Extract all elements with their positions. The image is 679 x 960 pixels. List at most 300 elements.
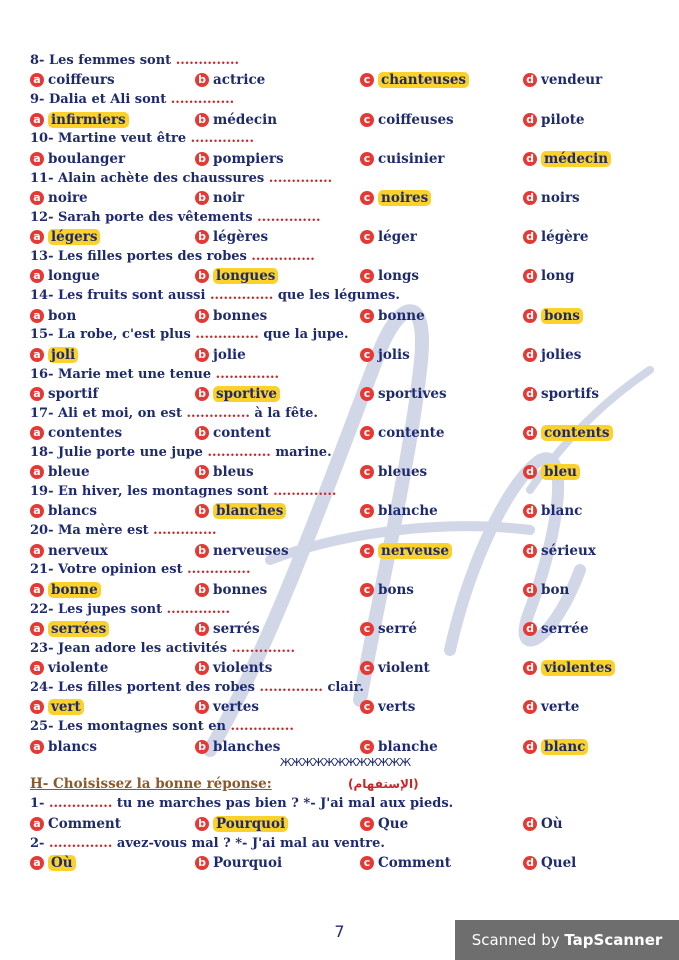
option-text: longs <box>378 268 419 285</box>
option-text: blanche <box>378 503 438 520</box>
option <box>195 737 280 757</box>
option <box>195 345 246 365</box>
option-letter-badge: d <box>523 113 537 127</box>
option-letter-badge: b <box>195 544 209 558</box>
section-title: H- Choisissez la bonne réponse: <box>30 776 272 793</box>
option-text-answer: nerveuse <box>378 543 452 559</box>
option-text: violente <box>48 660 109 677</box>
option <box>30 267 100 287</box>
option-letter-badge: c <box>360 113 374 127</box>
option-text: nerveux <box>48 542 108 559</box>
option <box>523 384 599 404</box>
option-text: médecin <box>213 111 278 128</box>
options-row <box>30 188 660 208</box>
answer-blank: .............. <box>215 366 280 382</box>
question-line <box>30 560 660 580</box>
question-text: Ma mère est <box>58 523 149 539</box>
option-letter-badge: a <box>30 309 44 323</box>
option-letter-badge: d <box>523 817 537 831</box>
option <box>360 698 415 718</box>
options-row <box>30 462 660 482</box>
option-letter-badge: b <box>195 465 209 479</box>
option-letter-badge: a <box>30 544 44 558</box>
option-letter-badge: a <box>30 426 44 440</box>
answer-blank: .............. <box>153 523 217 539</box>
options-row <box>30 580 660 600</box>
option-text: noir <box>213 189 245 206</box>
option-letter-badge: b <box>195 856 209 870</box>
option <box>523 345 581 365</box>
question-number: 17- <box>30 405 54 421</box>
option-text: pilote <box>541 111 585 128</box>
option-text: contentes <box>48 425 123 442</box>
question-text: Les jupes sont <box>58 601 163 617</box>
option <box>523 853 576 873</box>
option <box>30 71 115 91</box>
option <box>360 71 469 91</box>
option <box>30 502 97 522</box>
option <box>523 814 563 834</box>
option-text: noirs <box>541 189 580 206</box>
question-text: Votre opinion est <box>58 562 183 578</box>
question-tail: marine. <box>275 444 332 460</box>
option-text: verte <box>541 699 580 716</box>
option-letter-badge: d <box>523 230 537 244</box>
question-text: Julie porte une jupe <box>58 444 203 460</box>
question-line <box>30 129 660 149</box>
divider-ornament: ЖЖЖЖЖЖЖЖЖЖЖЖ <box>279 756 411 770</box>
option <box>30 541 108 561</box>
option <box>195 502 286 522</box>
answer-blank: .............. <box>166 601 231 617</box>
option-letter-badge: b <box>195 700 209 714</box>
option <box>195 462 254 482</box>
option <box>360 306 425 326</box>
option <box>360 267 419 287</box>
option-letter-badge: d <box>523 191 537 205</box>
options-row <box>30 658 660 678</box>
option-text: jolis <box>378 346 410 363</box>
option <box>30 306 76 326</box>
option-text-answer: sportive <box>213 386 280 402</box>
option-text: légère <box>541 229 589 246</box>
option-letter-badge: d <box>523 700 537 714</box>
question-tail: que les légumes. <box>277 288 400 304</box>
options-row <box>30 737 660 757</box>
option-text-answer: infirmiers <box>48 112 129 128</box>
answer-blank: .............. <box>251 248 315 264</box>
scanner-prefix: Scanned by <box>471 931 565 949</box>
option-letter-badge: a <box>30 504 44 518</box>
option-text: serrés <box>213 621 260 638</box>
option <box>195 698 259 718</box>
option-letter-badge: d <box>523 387 537 401</box>
option-letter-badge: a <box>30 230 44 244</box>
question-number: 1- <box>30 796 45 812</box>
option-letter-badge: d <box>523 504 537 518</box>
option-text: bleue <box>48 464 90 481</box>
option-text-answer: contents <box>541 425 613 441</box>
question-text: tu ne marches pas bien ? *- J'ai mal aux pieds. <box>116 796 454 812</box>
option <box>30 423 122 443</box>
option-letter-badge: a <box>30 113 44 127</box>
option <box>360 423 445 443</box>
option-letter-badge: c <box>360 544 374 558</box>
option <box>523 619 589 639</box>
option-text: bonnes <box>213 581 268 598</box>
question-number: 11- <box>30 170 54 186</box>
question-number: 12- <box>30 209 54 225</box>
option <box>523 71 602 91</box>
option-text: Que <box>378 815 409 832</box>
option <box>30 853 76 873</box>
option <box>195 619 260 639</box>
option-letter-badge: c <box>360 465 374 479</box>
option-letter-badge: d <box>523 740 537 754</box>
option-text: boulanger <box>48 150 126 167</box>
question-line <box>30 443 660 463</box>
answer-blank: .............. <box>268 170 333 186</box>
option-text-answer: blanches <box>213 503 286 519</box>
option-text-answer: serrées <box>48 621 109 637</box>
option <box>523 737 588 757</box>
option <box>195 267 278 287</box>
option <box>523 502 582 522</box>
option-letter-badge: d <box>523 73 537 87</box>
option-text-answer: Pourquoi <box>213 816 288 832</box>
question-line <box>30 325 660 345</box>
section-question-list <box>30 794 660 872</box>
options-row <box>30 384 660 404</box>
options-row <box>30 71 660 91</box>
question-number: 8- <box>30 53 45 68</box>
page-number: 7 <box>334 922 345 941</box>
option-letter-badge: b <box>195 73 209 87</box>
question-text: La robe, c'est plus <box>58 327 191 343</box>
question-line <box>30 90 660 110</box>
option-letter-badge: b <box>195 387 209 401</box>
options-row <box>30 619 660 639</box>
options-row <box>30 110 660 130</box>
option <box>360 658 430 678</box>
option-letter-badge: c <box>360 622 374 636</box>
option-letter-badge: b <box>195 309 209 323</box>
option <box>30 580 101 600</box>
option-letter-badge: b <box>195 348 209 362</box>
option-text: violents <box>213 660 273 677</box>
option <box>523 462 580 482</box>
scanner-brand: TapScanner <box>564 931 663 949</box>
option-letter-badge: b <box>195 740 209 754</box>
option <box>360 227 417 247</box>
option <box>30 188 88 208</box>
option-text-answer: légers <box>48 229 100 245</box>
section-header <box>30 774 660 794</box>
question-text: Dalia et Ali sont <box>48 92 167 108</box>
question-line <box>30 365 660 385</box>
question-text: avez-vous mal ? *- J'ai mal au ventre. <box>116 835 385 851</box>
option-letter-badge: a <box>30 740 44 754</box>
answer-blank: .............. <box>190 131 254 147</box>
option <box>523 227 588 247</box>
option <box>360 814 408 834</box>
option-letter-badge: d <box>523 269 537 283</box>
option-letter-badge: b <box>195 817 209 831</box>
option <box>195 384 280 404</box>
option-text: bleus <box>213 464 254 481</box>
option <box>360 149 445 169</box>
option-letter-badge: b <box>195 230 209 244</box>
option <box>30 658 108 678</box>
option-letter-badge: c <box>360 583 374 597</box>
option-letter-badge: d <box>523 348 537 362</box>
option-letter-badge: b <box>195 113 209 127</box>
question-text: Les filles portent des robes <box>58 680 256 695</box>
option <box>360 384 447 404</box>
option-letter-badge: b <box>195 191 209 205</box>
option <box>523 188 580 208</box>
question-text: Alain achète des chaussures <box>58 170 265 186</box>
option-letter-badge: b <box>195 269 209 283</box>
option-text: coiffeuses <box>378 111 454 128</box>
option-text: blancs <box>48 503 97 520</box>
option-letter-badge: d <box>523 661 537 675</box>
question-number: 16- <box>30 366 54 382</box>
option-text: serré <box>378 621 418 638</box>
option-letter-badge: b <box>195 661 209 675</box>
answer-blank: .............. <box>273 484 337 500</box>
option-letter-badge: c <box>360 309 374 323</box>
question-line <box>30 286 660 306</box>
question-number: 19- <box>30 484 54 500</box>
option-letter-badge: c <box>360 661 374 675</box>
option-text: jolies <box>541 346 582 363</box>
option-letter-badge: c <box>360 426 374 440</box>
question-line <box>30 717 660 737</box>
option-text: Pourquoi <box>213 854 283 871</box>
options-row <box>30 698 660 718</box>
option <box>523 580 569 600</box>
question-list <box>30 51 660 756</box>
option-text-answer: vert <box>48 699 84 715</box>
option-text: long <box>541 268 575 285</box>
options-row <box>30 267 660 287</box>
option-text: jolie <box>213 346 246 363</box>
option <box>30 619 109 639</box>
question-text: Les fruits sont aussi <box>58 288 206 304</box>
option <box>523 658 615 678</box>
option-text: léger <box>378 229 417 246</box>
option-letter-badge: a <box>30 348 44 362</box>
question-text: Les montagnes sont en <box>58 719 226 735</box>
option-text-answer: bons <box>541 308 583 324</box>
option-letter-badge: b <box>195 426 209 440</box>
options-row <box>30 149 660 169</box>
options-row <box>30 502 660 522</box>
divider <box>30 756 660 774</box>
question-text: Martine veut être <box>58 131 187 147</box>
option-letter-badge: c <box>360 817 374 831</box>
options-row <box>30 814 660 834</box>
option-letter-badge: d <box>523 465 537 479</box>
option <box>360 345 410 365</box>
option <box>523 110 585 130</box>
option-text: verts <box>378 699 416 716</box>
option-text: blancs <box>48 738 97 755</box>
scanner-banner <box>455 920 679 960</box>
option-letter-badge: a <box>30 856 44 870</box>
section-arabic-note: (الإستفهام) <box>348 777 419 792</box>
question-line <box>30 482 660 502</box>
question-number: 23- <box>30 640 54 656</box>
option-letter-badge: a <box>30 387 44 401</box>
option-letter-badge: c <box>360 73 374 87</box>
option <box>360 502 438 522</box>
option-letter-badge: a <box>30 817 44 831</box>
option <box>195 188 244 208</box>
option-letter-badge: c <box>360 191 374 205</box>
option-letter-badge: c <box>360 504 374 518</box>
option <box>195 149 284 169</box>
option-text-answer: bleu <box>541 464 580 480</box>
question-line <box>30 794 660 814</box>
option-letter-badge: d <box>523 544 537 558</box>
option-letter-badge: a <box>30 583 44 597</box>
question-tail: clair. <box>327 680 364 695</box>
option-text: sportif <box>48 385 99 402</box>
question-number: 24- <box>30 680 54 695</box>
question-line <box>30 521 660 541</box>
option-text: bons <box>378 581 414 598</box>
options-row <box>30 227 660 247</box>
option-text: bon <box>48 307 77 324</box>
option-letter-badge: a <box>30 622 44 636</box>
question-line <box>30 169 660 189</box>
option <box>30 110 129 130</box>
option-letter-badge: c <box>360 387 374 401</box>
option <box>360 853 451 873</box>
option-text: blanche <box>378 738 438 755</box>
option <box>360 462 427 482</box>
option <box>195 814 288 834</box>
question-text: Ali et moi, on est <box>58 405 182 421</box>
question-number: 14- <box>30 288 54 304</box>
option-letter-badge: b <box>195 583 209 597</box>
option <box>195 658 272 678</box>
option-text: bonnes <box>213 307 268 324</box>
option <box>195 580 267 600</box>
option-letter-badge: d <box>523 856 537 870</box>
options-row <box>30 345 660 365</box>
option-text: Comment <box>378 854 451 871</box>
option-letter-badge: b <box>195 622 209 636</box>
question-text: Les filles portes des robes <box>58 248 247 264</box>
option-text: bonne <box>378 307 425 324</box>
option <box>523 423 613 443</box>
options-row <box>30 541 660 561</box>
question-number: 9- <box>30 92 45 108</box>
option <box>30 384 98 404</box>
option-text: sportives <box>378 385 447 402</box>
question-text: Les femmes sont <box>48 53 172 68</box>
option-text: vertes <box>213 699 259 716</box>
option-letter-badge: a <box>30 700 44 714</box>
option-text: pompiers <box>213 150 284 167</box>
option-text: Quel <box>541 854 577 871</box>
answer-blank: .............. <box>170 92 235 108</box>
option-text: blanches <box>213 738 281 755</box>
option-letter-badge: c <box>360 740 374 754</box>
question-number: 25- <box>30 719 54 735</box>
question-line <box>30 834 660 854</box>
option-letter-badge: c <box>360 348 374 362</box>
question-text: En hiver, les montagnes sont <box>58 484 269 500</box>
option-letter-badge: a <box>30 73 44 87</box>
option-letter-badge: d <box>523 622 537 636</box>
option <box>360 580 414 600</box>
question-line <box>30 208 660 228</box>
option <box>523 267 574 287</box>
option-text-answer: blanc <box>541 739 588 755</box>
question-number: 15- <box>30 327 54 343</box>
answer-blank: .............. <box>48 796 113 812</box>
question-number: 20- <box>30 523 54 539</box>
answer-blank: .............. <box>230 719 294 735</box>
options-row <box>30 306 660 326</box>
option <box>30 814 121 834</box>
option-text: coiffeurs <box>48 72 115 89</box>
question-text: Sarah porte des vêtements <box>58 209 253 225</box>
answer-blank: .............. <box>257 209 321 225</box>
option-text-answer: Où <box>48 855 76 871</box>
option <box>360 737 438 757</box>
option <box>195 541 289 561</box>
option-text-answer: noires <box>378 190 431 206</box>
option <box>360 188 431 208</box>
question-line <box>30 600 660 620</box>
option-text: Où <box>541 815 563 832</box>
option-letter-badge: c <box>360 700 374 714</box>
question-number: 21- <box>30 562 54 578</box>
question-line <box>30 51 660 71</box>
option <box>195 853 282 873</box>
option-letter-badge: a <box>30 465 44 479</box>
option-text: content <box>213 425 271 442</box>
question-line <box>30 247 660 267</box>
option-letter-badge: c <box>360 152 374 166</box>
option-letter-badge: a <box>30 269 44 283</box>
option <box>523 149 611 169</box>
option-text: sérieux <box>541 542 596 559</box>
option <box>30 462 90 482</box>
option <box>30 737 97 757</box>
options-row <box>30 423 660 443</box>
question-number: 18- <box>30 444 54 460</box>
option <box>360 110 454 130</box>
question-number: 10- <box>30 131 54 147</box>
option <box>30 149 125 169</box>
option-letter-badge: a <box>30 661 44 675</box>
option <box>195 423 271 443</box>
question-line <box>30 639 660 659</box>
option-letter-badge: c <box>360 230 374 244</box>
option <box>360 619 417 639</box>
option-text-answer: bonne <box>48 582 101 598</box>
option-text-answer: médecin <box>541 151 611 167</box>
option-text: contente <box>378 425 445 442</box>
option-letter-badge: c <box>360 269 374 283</box>
option-letter-badge: a <box>30 191 44 205</box>
